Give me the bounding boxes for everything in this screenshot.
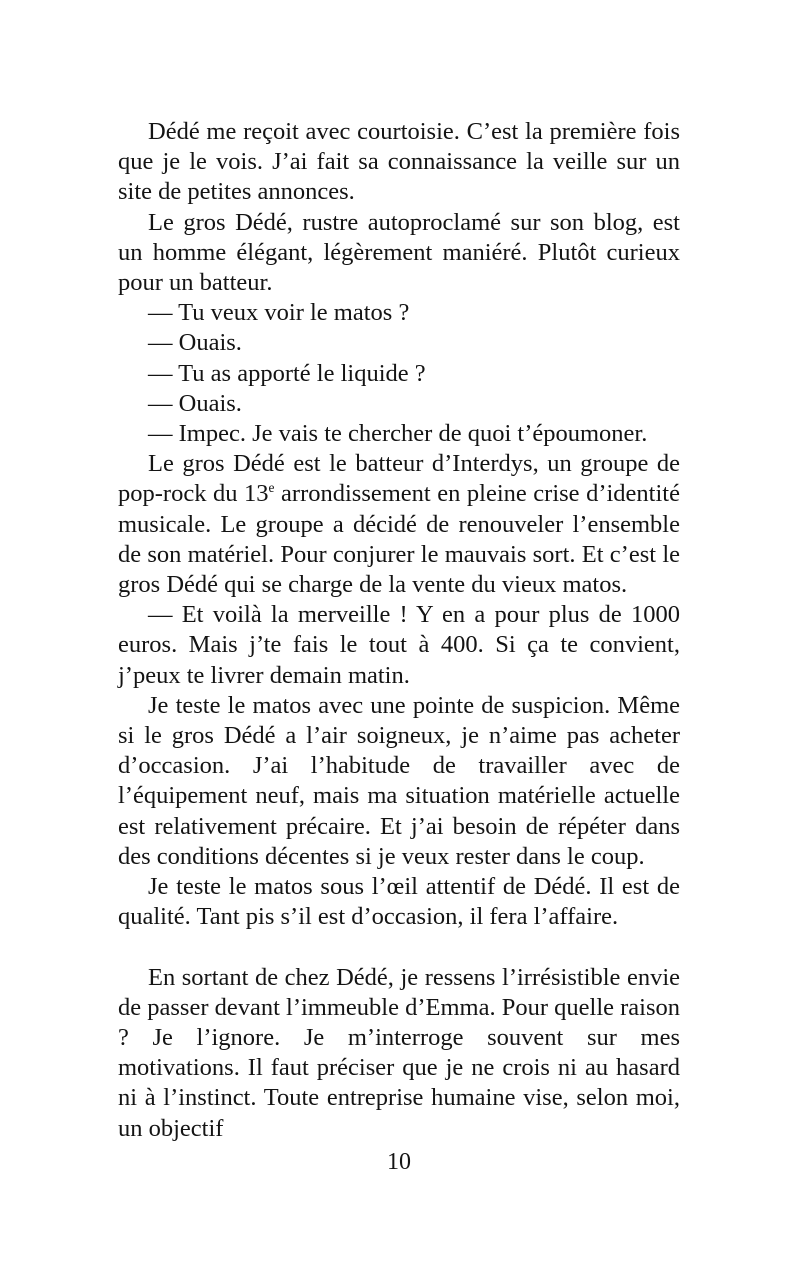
dialogue-line: — Et voilà la merveille ! Y en a pour plus de 1000 euros. Mais j’te fais le tout à 400. Si ça te convient, j’peux te livrer demain matin. [118, 601, 680, 689]
ordinal-superscript: e [268, 480, 275, 496]
paragraph: Dédé me reçoit avec courtoisie. C’est la première fois que je le vois. J’ai fait sa connaissance la veille sur un site de petites annonces. [118, 118, 680, 206]
dialogue-line: — Ouais. [148, 329, 242, 357]
page-number: 10 [387, 1149, 411, 1175]
paragraph: Je teste le matos sous l’œil attentif de Dédé. Il est de qualité. Tant pis s’il est d’occasion, il fera l’affaire. [118, 873, 680, 931]
paragraph: En sortant de chez Dédé, je ressens l’irrésistible envie de passer devant l’immeuble d’Emma. Pour quelle raison ? Je l’ignore. Je m’interroge souvent sur mes motivations. Il faut préciser que je ne crois ni au hasard ni à l’instinct. Toute entreprise humaine vise, selon moi, un objectif [118, 963, 680, 1142]
dialogue-line: — Impec. Je vais te chercher de quoi t’époumoner. [148, 420, 648, 448]
body-text [118, 117, 680, 1144]
paragraph: Je teste le matos avec une pointe de suspicion. Même si le gros Dédé a l’air soigneux, je n’aime pas acheter d’occasion. J’ai l’habitude de travailler avec de l’équipement neuf, mais ma situation matérielle actuelle est relativement précaire. Et j’ai besoin de répéter dans des conditions décentes si je veux rester dans le coup. [118, 691, 680, 870]
paragraph [118, 449, 680, 600]
paragraph-text-end: arrondissement en pleine crise d’identité musicale. Le groupe a décidé de renouveler l’ensemble de son matériel. Pour conjurer le mauvais sort. Et c’est le gros Dédé qui se charge de la vente du vieux matos. [118, 480, 680, 599]
paragraph-text-start: Le gros Dédé est le batteur d’Interdys, un groupe de pop-rock du 13 [118, 450, 680, 508]
dialogue-line: — Tu as apporté le liquide ? [148, 359, 426, 387]
dialogue-line: — Tu veux voir le matos ? [148, 299, 410, 327]
paragraph: Le gros Dédé, rustre autoproclamé sur son blog, est un homme élégant, légèrement maniéré. Plutôt curieux pour un batteur. [118, 208, 680, 297]
dialogue-line: — Ouais. [148, 389, 242, 417]
